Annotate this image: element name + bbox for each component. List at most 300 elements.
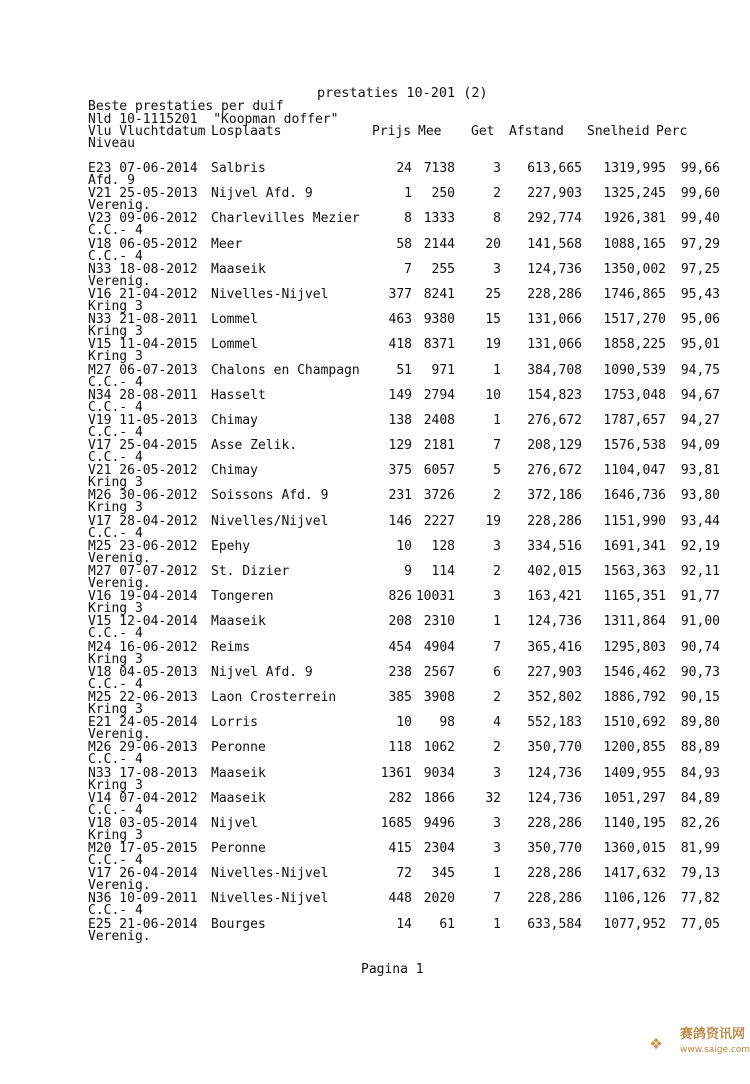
cell-location: Nivelles-Nijvel: [211, 891, 329, 907]
cell-snelheid: 1165,351: [603, 589, 666, 605]
cell-perc: 82,26: [680, 815, 720, 831]
cell-get: 7: [493, 891, 501, 907]
cell-afstand: 292,774: [527, 211, 582, 227]
cell-perc: 94,67: [680, 387, 720, 403]
cell-prijs: 51: [396, 362, 412, 378]
table-row: [0, 187, 750, 212]
cell-prijs: 448: [388, 891, 412, 907]
watermark-url: www.saige.com: [680, 1045, 750, 1055]
cell-level: Kring 3: [88, 298, 143, 314]
col-header-snelheid: Snelheid: [587, 124, 650, 139]
cell-get: 19: [485, 337, 501, 353]
cell-mee: 9034: [423, 765, 455, 781]
cell-location: Maaseik: [211, 790, 266, 806]
cell-snelheid: 1858,225: [603, 337, 666, 353]
cell-mee: 2304: [423, 841, 455, 857]
cell-perc: 91,77: [680, 589, 720, 605]
cell-mee: 9380: [423, 312, 455, 328]
cell-mee: 98: [439, 715, 455, 731]
cell-mee: 61: [439, 916, 455, 932]
cell-prijs: 415: [388, 841, 412, 857]
cell-level: Verenig.: [88, 273, 151, 289]
cell-afstand: 228,286: [527, 891, 582, 907]
cell-prijs: 129: [388, 438, 412, 454]
cell-mee: 3908: [423, 689, 455, 705]
cell-get: 1: [493, 916, 501, 932]
cell-location: Chalons en Champagn: [211, 362, 360, 378]
cell-afstand: 131,066: [527, 312, 582, 328]
cell-get: 7: [493, 438, 501, 454]
cell-location: Tongeren: [211, 589, 274, 605]
table-row: [0, 892, 750, 917]
cell-location: Bourges: [211, 916, 266, 932]
cell-code-date: N33 18-08-2012: [88, 261, 198, 277]
cell-mee: 8241: [423, 286, 455, 302]
cell-location: Hasselt: [211, 387, 266, 403]
cell-get: 3: [493, 815, 501, 831]
cell-prijs: 1: [404, 186, 412, 202]
cell-location: Reims: [211, 639, 251, 655]
cell-mee: 2310: [423, 614, 455, 630]
table-row: [0, 389, 750, 414]
cell-perc: 92,11: [680, 564, 720, 579]
col-header-perc: Perc: [656, 124, 688, 139]
cell-level: C.C.- 4: [88, 626, 143, 642]
cell-prijs: 24: [396, 161, 412, 176]
site-watermark: [650, 1027, 750, 1056]
cell-code-date: V18 03-05-2014: [88, 815, 198, 831]
cell-perc: 93,80: [680, 488, 720, 504]
cell-location: Soissons Afd. 9: [211, 488, 329, 504]
cell-get: 25: [485, 286, 501, 302]
cell-afstand: 613,665: [527, 161, 582, 176]
table-row: [0, 792, 750, 817]
cell-snelheid: 1051,297: [603, 790, 666, 806]
cell-snelheid: 1295,803: [603, 639, 666, 655]
cell-afstand: 402,015: [527, 564, 582, 579]
cell-get: 3: [493, 841, 501, 857]
cell-perc: 94,27: [680, 412, 720, 428]
cell-prijs: 208: [388, 614, 412, 630]
cell-get: 7: [493, 639, 501, 655]
cell-level: C.C.- 4: [88, 424, 143, 440]
cell-perc: 99,66: [680, 161, 720, 176]
cell-afstand: 124,736: [527, 261, 582, 277]
cell-prijs: 418: [388, 337, 412, 353]
cell-level: Verenig.: [88, 878, 151, 894]
cell-afstand: 141,568: [527, 236, 582, 252]
cell-prijs: 1361: [380, 765, 412, 781]
cell-snelheid: 1360,015: [603, 841, 666, 857]
table-row: [0, 615, 750, 640]
cell-perc: 91,00: [680, 614, 720, 630]
cell-prijs: 282: [388, 790, 412, 806]
cell-perc: 97,29: [680, 236, 720, 252]
cell-afstand: 228,286: [527, 513, 582, 529]
cell-get: 1: [493, 614, 501, 630]
table-row: [0, 918, 750, 943]
cell-level: Kring 3: [88, 349, 143, 365]
cell-mee: 2408: [423, 412, 455, 428]
pigeon-icon: ❖: [650, 1030, 663, 1054]
cell-afstand: 334,516: [527, 538, 582, 554]
cell-code-date: M26 29-06-2013: [88, 740, 198, 756]
col-header-prijs: Prijs: [372, 124, 412, 139]
cell-code-date: V17 28-04-2012: [88, 513, 198, 529]
table-row: [0, 338, 750, 363]
cell-level: C.C.- 4: [88, 450, 143, 466]
cell-code-date: V21 25-05-2013: [88, 186, 198, 202]
cell-level: Verenig.: [88, 550, 151, 566]
cell-location: Maaseik: [211, 614, 266, 630]
cell-mee: 2020: [423, 891, 455, 907]
cell-afstand: 352,802: [527, 689, 582, 705]
cell-level: C.C.- 4: [88, 802, 143, 818]
cell-code-date: M25 23-06-2012: [88, 538, 198, 554]
cell-level: C.C.- 4: [88, 853, 143, 869]
cell-location: Charlevilles Mezier: [211, 211, 360, 227]
cell-level: C.C.- 4: [88, 752, 143, 768]
cell-perc: 99,60: [680, 186, 720, 202]
cell-level: Kring 3: [88, 701, 143, 717]
cell-prijs: 14: [396, 916, 412, 932]
table-row: [0, 590, 750, 615]
cell-prijs: 149: [388, 387, 412, 403]
table-row: [0, 263, 750, 288]
cell-prijs: 9: [404, 564, 412, 579]
cell-afstand: 228,286: [527, 815, 582, 831]
cell-prijs: 10: [396, 538, 412, 554]
cell-level: C.C.- 4: [88, 525, 143, 541]
cell-level: C.C.- 4: [88, 374, 143, 390]
cell-location: Nijvel Afd. 9: [211, 664, 313, 680]
cell-level: Kring 3: [88, 827, 143, 843]
table-row: [0, 666, 750, 691]
cell-perc: 84,93: [680, 765, 720, 781]
cell-code-date: E25 21-06-2014: [88, 916, 198, 932]
cell-get: 4: [493, 715, 501, 731]
cell-prijs: 377: [388, 286, 412, 302]
cell-code-date: M24 16-06-2012: [88, 639, 198, 655]
cell-code-date: V15 11-04-2015: [88, 337, 198, 353]
cell-afstand: 131,066: [527, 337, 582, 353]
cell-perc: 95,43: [680, 286, 720, 302]
cell-mee: 7138: [423, 161, 455, 176]
cell-perc: 97,25: [680, 261, 720, 277]
cell-snelheid: 1646,736: [603, 488, 666, 504]
cell-snelheid: 1311,864: [603, 614, 666, 630]
col-header-level: Niveau: [88, 136, 135, 151]
cell-level: Verenig.: [88, 928, 151, 944]
cell-mee: 1333: [423, 211, 455, 227]
cell-code-date: E23 07-06-2014: [88, 161, 198, 176]
cell-level: C.C.- 4: [88, 676, 143, 692]
cell-prijs: 72: [396, 866, 412, 882]
cell-mee: 8371: [423, 337, 455, 353]
cell-afstand: 154,823: [527, 387, 582, 403]
table-row: [0, 364, 750, 389]
cell-get: 3: [493, 765, 501, 781]
cell-code-date: V15 12-04-2014: [88, 614, 198, 630]
cell-mee: 4904: [423, 639, 455, 655]
cell-get: 2: [493, 186, 501, 202]
cell-snelheid: 1576,538: [603, 438, 666, 454]
cell-mee: 114: [431, 564, 455, 579]
cell-mee: 2567: [423, 664, 455, 680]
cell-prijs: 8: [404, 211, 412, 227]
cell-mee: 2181: [423, 438, 455, 454]
cell-location: Peronne: [211, 841, 266, 857]
table-row: [0, 867, 750, 892]
cell-prijs: 118: [388, 740, 412, 756]
cell-afstand: 124,736: [527, 790, 582, 806]
cell-mee: 2794: [423, 387, 455, 403]
cell-prijs: 375: [388, 463, 412, 479]
cell-snelheid: 1546,462: [603, 664, 666, 680]
cell-get: 3: [493, 261, 501, 277]
cell-afstand: 208,129: [527, 438, 582, 454]
cell-get: 2: [493, 564, 501, 579]
table-row: [0, 767, 750, 792]
cell-snelheid: 1517,270: [603, 312, 666, 328]
cell-snelheid: 1140,195: [603, 815, 666, 831]
cell-snelheid: 1746,865: [603, 286, 666, 302]
table-row: [0, 162, 750, 187]
col-header-code-date: Vlu Vluchtdatum: [88, 124, 206, 139]
cell-level: Afd. 9: [88, 173, 135, 188]
cell-level: Verenig.: [88, 198, 151, 214]
cell-location: Peronne: [211, 740, 266, 756]
cell-level: Kring 3: [88, 500, 143, 516]
cell-snelheid: 1409,955: [603, 765, 666, 781]
cell-code-date: N36 10-09-2011: [88, 891, 198, 907]
cell-get: 32: [485, 790, 501, 806]
cell-location: Maaseik: [211, 261, 266, 277]
cell-snelheid: 1563,363: [603, 564, 666, 579]
cell-get: 6: [493, 664, 501, 680]
cell-get: 3: [493, 161, 501, 176]
col-header-location: Losplaats: [211, 124, 282, 139]
cell-perc: 95,01: [680, 337, 720, 353]
cell-afstand: 228,286: [527, 866, 582, 882]
table-row: [0, 515, 750, 540]
cell-snelheid: 1753,048: [603, 387, 666, 403]
cell-code-date: M20 17-05-2015: [88, 841, 198, 857]
cell-afstand: 372,186: [527, 488, 582, 504]
cell-code-date: N33 17-08-2013: [88, 765, 198, 781]
cell-perc: 92,19: [680, 538, 720, 554]
cell-location: Lommel: [211, 337, 258, 353]
cell-get: 20: [485, 236, 501, 252]
cell-perc: 77,82: [680, 891, 720, 907]
cell-mee: 345: [431, 866, 455, 882]
table-row: [0, 817, 750, 842]
cell-snelheid: 1151,990: [603, 513, 666, 529]
cell-snelheid: 1090,539: [603, 362, 666, 378]
cell-snelheid: 1886,792: [603, 689, 666, 705]
cell-get: 5: [493, 463, 501, 479]
cell-mee: 10031: [415, 589, 455, 605]
cell-perc: 84,89: [680, 790, 720, 806]
cell-afstand: 124,736: [527, 765, 582, 781]
cell-get: 15: [485, 312, 501, 328]
page-title: prestaties 10-201 (2): [317, 85, 488, 101]
cell-code-date: V17 26-04-2014: [88, 866, 198, 882]
cell-snelheid: 1510,692: [603, 715, 666, 731]
table-row: [0, 464, 750, 489]
table-row: [0, 439, 750, 464]
cell-location: Nijvel Afd. 9: [211, 186, 313, 202]
cell-location: Lorris: [211, 715, 258, 731]
cell-mee: 250: [431, 186, 455, 202]
cell-code-date: V17 25-04-2015: [88, 438, 198, 454]
cell-mee: 255: [431, 261, 455, 277]
cell-afstand: 124,736: [527, 614, 582, 630]
cell-get: 2: [493, 740, 501, 756]
cell-snelheid: 1325,245: [603, 186, 666, 202]
cell-location: Meer: [211, 236, 243, 252]
cell-prijs: 826: [388, 589, 412, 605]
cell-snelheid: 1926,381: [603, 211, 666, 227]
cell-perc: 95,06: [680, 312, 720, 328]
cell-afstand: 227,903: [527, 664, 582, 680]
cell-code-date: V23 09-06-2012: [88, 211, 198, 227]
cell-afstand: 228,286: [527, 286, 582, 302]
table-row: [0, 716, 750, 741]
cell-get: 10: [485, 387, 501, 403]
cell-perc: 90,15: [680, 689, 720, 705]
cell-mee: 2144: [423, 236, 455, 252]
cell-location: St. Dizier: [211, 564, 290, 579]
cell-snelheid: 1106,126: [603, 891, 666, 907]
cell-perc: 88,89: [680, 740, 720, 756]
bird-identifier: Nld 10-1115201 "Koopman doffer": [88, 112, 339, 127]
cell-code-date: V18 06-05-2012: [88, 236, 198, 252]
cell-prijs: 238: [388, 664, 412, 680]
table-row: [0, 741, 750, 766]
cell-code-date: V16 21-04-2012: [88, 286, 198, 302]
cell-afstand: 633,584: [527, 916, 582, 932]
cell-location: Salbris: [211, 161, 266, 176]
cell-location: Nijvel: [211, 815, 258, 831]
table-row: [0, 691, 750, 716]
cell-code-date: V21 26-05-2012: [88, 463, 198, 479]
cell-code-date: V18 04-05-2013: [88, 664, 198, 680]
cell-level: Kring 3: [88, 651, 143, 667]
cell-level: Kring 3: [88, 777, 143, 793]
cell-prijs: 10: [396, 715, 412, 731]
cell-level: Kring 3: [88, 601, 143, 617]
cell-code-date: V14 07-04-2012: [88, 790, 198, 806]
cell-afstand: 552,183: [527, 715, 582, 731]
table-row: [0, 288, 750, 313]
cell-code-date: V16 19-04-2014: [88, 589, 198, 605]
cell-prijs: 138: [388, 412, 412, 428]
cell-get: 2: [493, 488, 501, 504]
cell-afstand: 227,903: [527, 186, 582, 202]
cell-snelheid: 1088,165: [603, 236, 666, 252]
cell-snelheid: 1350,002: [603, 261, 666, 277]
cell-perc: 94,75: [680, 362, 720, 378]
cell-prijs: 1685: [380, 815, 412, 831]
col-header-afstand: Afstand: [509, 124, 564, 139]
table-row: [0, 489, 750, 514]
cell-snelheid: 1319,995: [603, 161, 666, 176]
cell-mee: 3726: [423, 488, 455, 504]
cell-level: Verenig.: [88, 576, 151, 591]
cell-location: Lommel: [211, 312, 258, 328]
cell-perc: 77,05: [680, 916, 720, 932]
cell-prijs: 58: [396, 236, 412, 252]
watermark-name: 赛鸽资讯网: [680, 1027, 746, 1042]
cell-code-date: E21 24-05-2014: [88, 715, 198, 731]
cell-get: 1: [493, 412, 501, 428]
cell-prijs: 385: [388, 689, 412, 705]
table-row: [0, 842, 750, 867]
cell-prijs: 454: [388, 639, 412, 655]
cell-snelheid: 1104,047: [603, 463, 666, 479]
cell-level: C.C.- 4: [88, 399, 143, 415]
cell-code-date: M26 30-06-2012: [88, 488, 198, 504]
cell-perc: 93,81: [680, 463, 720, 479]
cell-afstand: 163,421: [527, 589, 582, 605]
cell-afstand: 384,708: [527, 362, 582, 378]
cell-get: 8: [493, 211, 501, 227]
cell-level: Kring 3: [88, 324, 143, 340]
cell-prijs: 231: [388, 488, 412, 504]
table-row: [0, 565, 750, 590]
cell-prijs: 463: [388, 312, 412, 328]
cell-mee: 2227: [423, 513, 455, 529]
cell-level: Verenig.: [88, 727, 151, 743]
cell-perc: 94,09: [680, 438, 720, 454]
cell-prijs: 7: [404, 261, 412, 277]
cell-mee: 1866: [423, 790, 455, 806]
cell-location: Nivelles-Nijvel: [211, 866, 329, 882]
cell-snelheid: 1691,341: [603, 538, 666, 554]
cell-get: 1: [493, 362, 501, 378]
table-row: [0, 238, 750, 263]
cell-mee: 9496: [423, 815, 455, 831]
cell-snelheid: 1787,657: [603, 412, 666, 428]
cell-perc: 79,13: [680, 866, 720, 882]
results-table: [0, 162, 750, 943]
cell-location: Maaseik: [211, 765, 266, 781]
cell-level: Kring 3: [88, 475, 143, 491]
cell-code-date: M25 22-06-2013: [88, 689, 198, 705]
cell-perc: 89,80: [680, 715, 720, 731]
cell-get: 1: [493, 866, 501, 882]
cell-prijs: 146: [388, 513, 412, 529]
page-number: Pagina 1: [361, 962, 424, 977]
cell-afstand: 276,672: [527, 463, 582, 479]
cell-snelheid: 1200,855: [603, 740, 666, 756]
report-subtitle: Beste prestaties per duif: [88, 99, 284, 114]
cell-snelheid: 1417,632: [603, 866, 666, 882]
cell-level: C.C.- 4: [88, 223, 143, 239]
table-row: [0, 212, 750, 237]
cell-location: Asse Zelik.: [211, 438, 298, 454]
col-header-get: Get: [471, 124, 495, 139]
cell-location: Nivelles-Nijvel: [211, 286, 329, 302]
cell-afstand: 365,416: [527, 639, 582, 655]
table-row: [0, 540, 750, 565]
cell-get: 3: [493, 589, 501, 605]
cell-location: Chimay: [211, 412, 258, 428]
cell-afstand: 276,672: [527, 412, 582, 428]
cell-afstand: 350,770: [527, 740, 582, 756]
cell-perc: 81,99: [680, 841, 720, 857]
